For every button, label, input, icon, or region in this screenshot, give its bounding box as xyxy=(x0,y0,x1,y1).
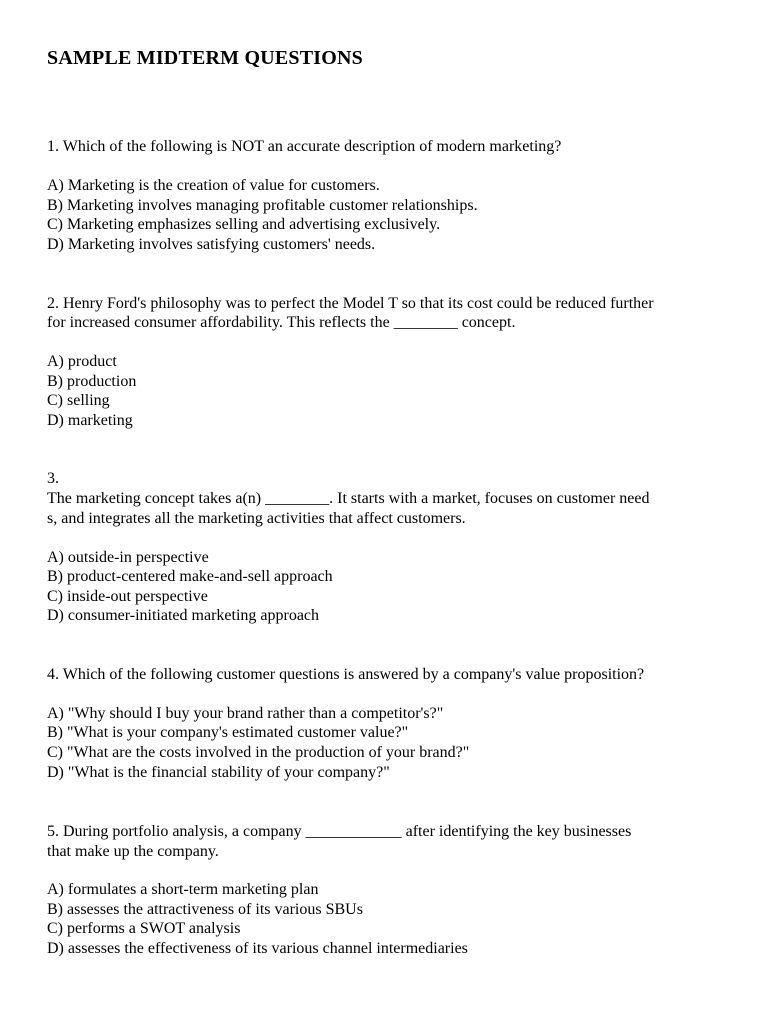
question-3-stem-line-2: s, and integrates all the marketing activities that affect customers. xyxy=(47,510,466,527)
question-2-option-d: D) marketing xyxy=(47,412,133,429)
question-4-option-b: B) "What is your company's estimated customer value?" xyxy=(47,724,409,741)
question-5-stem-line-2: that make up the company. xyxy=(47,843,219,860)
question-1-option-b: B) Marketing involves managing profitable customer relationships. xyxy=(47,197,478,214)
question-3-number: 3. xyxy=(47,470,59,487)
question-4-option-d: D) "What is the financial stability of your company?" xyxy=(47,764,390,781)
page-title: SAMPLE MIDTERM QUESTIONS xyxy=(47,47,363,69)
question-2-option-a: A) product xyxy=(47,353,117,370)
question-2-stem-line-1: 2. Henry Ford's philosophy was to perfect the Model T so that its cost could be reduced further xyxy=(47,295,654,312)
question-5-stem-line-1: 5. During portfolio analysis, a company ____________ after identifying the key businesses xyxy=(47,823,632,840)
question-4-option-c: C) "What are the costs involved in the production of your brand?" xyxy=(47,744,470,761)
question-3-option-c: C) inside-out perspective xyxy=(47,588,208,605)
question-3-stem-line-1: The marketing concept takes a(n) ________. It starts with a market, focuses on customer need xyxy=(47,490,650,507)
question-3-option-a: A) outside-in perspective xyxy=(47,549,209,566)
question-3-option-d: D) consumer-initiated marketing approach xyxy=(47,607,320,624)
question-5-option-c: C) performs a SWOT analysis xyxy=(47,920,241,937)
question-5-option-b: B) assesses the attractiveness of its various SBUs xyxy=(47,901,363,918)
question-2-option-b: B) production xyxy=(47,373,137,390)
question-5-option-d: D) assesses the effectiveness of its various channel intermediaries xyxy=(47,940,468,957)
question-3-option-b: B) product-centered make-and-sell approach xyxy=(47,568,333,585)
question-1-option-d: D) Marketing involves satisfying customers' needs. xyxy=(47,236,376,253)
question-5-option-a: A) formulates a short-term marketing plan xyxy=(47,881,319,898)
question-2-option-c: C) selling xyxy=(47,392,110,409)
question-4-stem: 4. Which of the following customer questions is answered by a company's value proposition? xyxy=(47,666,645,683)
question-2-stem-line-2: for increased consumer affordability. This reflects the ________ concept. xyxy=(47,314,516,331)
question-4-option-a: A) "Why should I buy your brand rather than a competitor's?" xyxy=(47,705,444,722)
question-1-option-c: C) Marketing emphasizes selling and advertising exclusively. xyxy=(47,216,441,233)
question-1-option-a: A) Marketing is the creation of value for customers. xyxy=(47,177,380,194)
question-1-stem: 1. Which of the following is NOT an accurate description of modern marketing? xyxy=(47,138,562,155)
